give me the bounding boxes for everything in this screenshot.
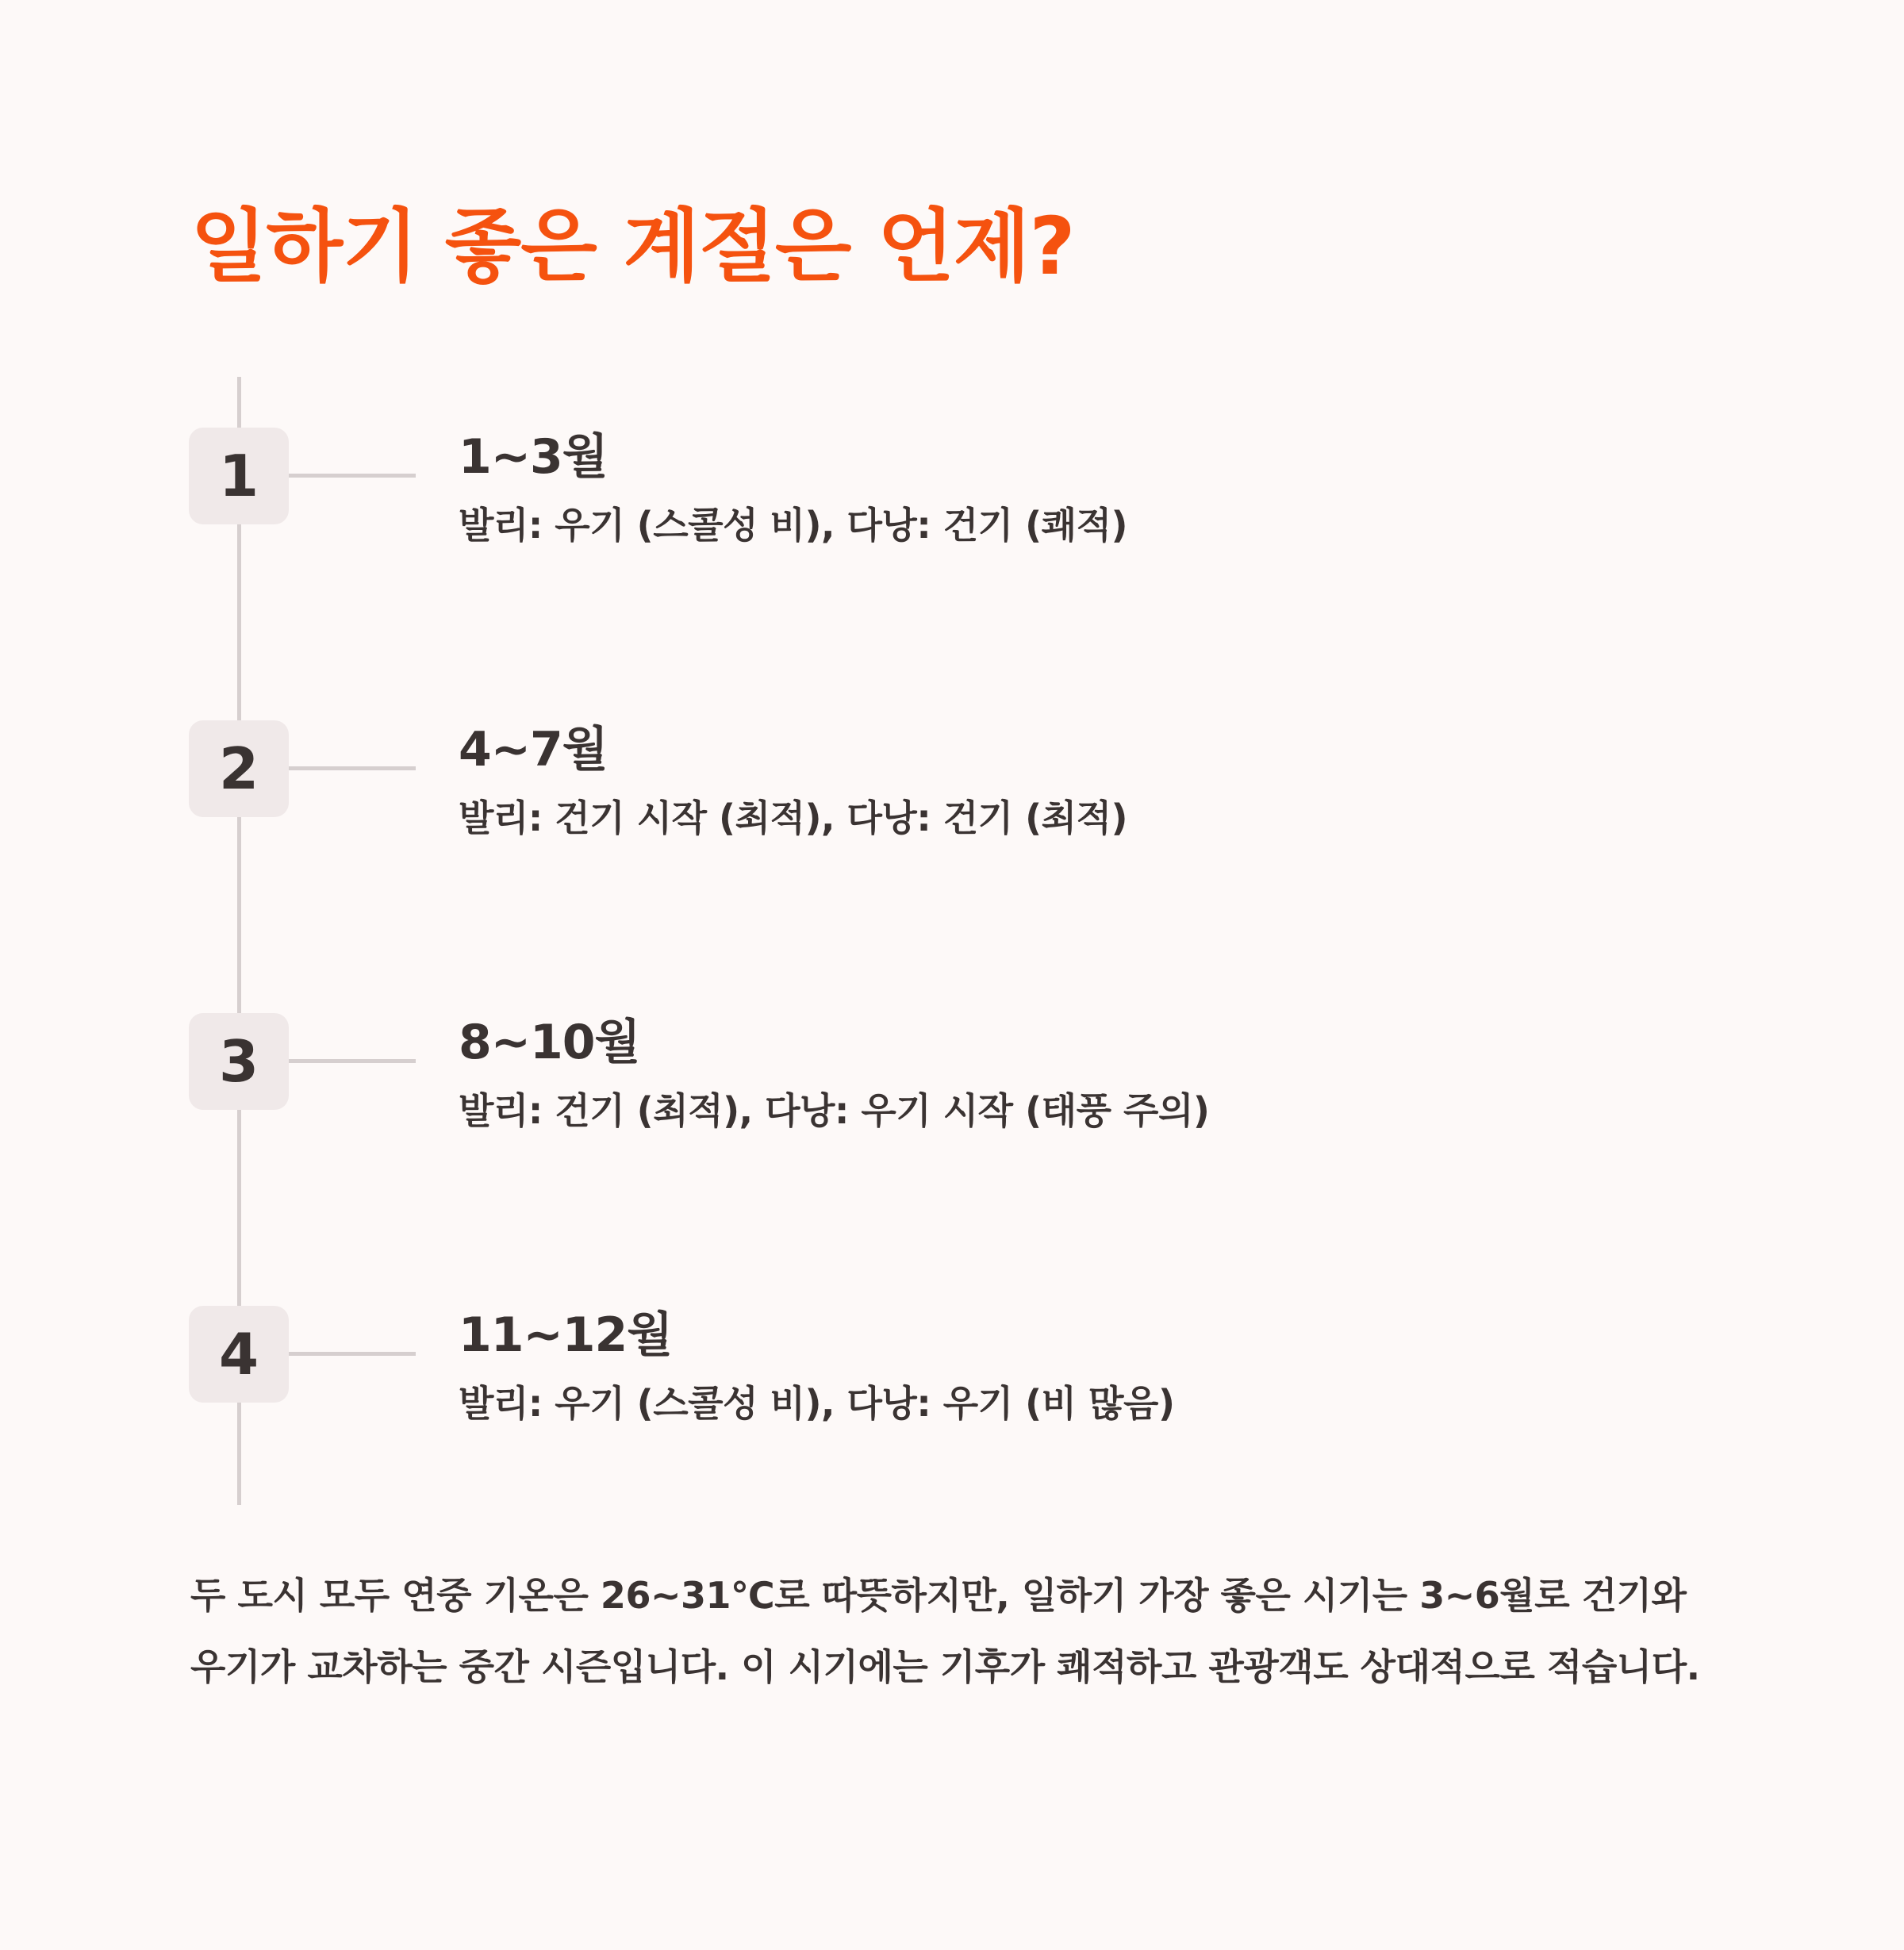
timeline-step-3	[0, 963, 1904, 1138]
page-title: 일하기 좋은 계절은 언제?	[190, 200, 1075, 293]
step-number-badge: 4	[189, 1306, 289, 1403]
step-period: 1~3월	[459, 429, 608, 485]
step-connector-line	[289, 766, 416, 770]
step-connector-line	[289, 1059, 416, 1063]
step-number-badge: 1	[189, 428, 289, 524]
summary-paragraph: 두 도시 모두 연중 기온은 26~31℃로 따뜻하지만, 일하기 가장 좋은 시기는 3~6월로 건기와 우기가 교차하는 중간 시즌입니다. 이 시기에는 기후가 쾌적하고 관광객도 상대적으로 적습니다.	[190, 1574, 1700, 1688]
step-description: 발리: 우기 (스콜성 비), 다낭: 건기 (쾌적)	[459, 504, 1128, 547]
step-description: 발리: 건기 시작 (최적), 다낭: 건기 (최적)	[459, 797, 1128, 839]
timeline-step-4	[0, 1256, 1904, 1430]
timeline-step-1	[0, 378, 1904, 552]
step-description: 발리: 우기 (스콜성 비), 다낭: 우기 (비 많음)	[459, 1382, 1175, 1425]
step-period: 11~12월	[459, 1307, 673, 1363]
step-number-badge: 3	[189, 1013, 289, 1110]
step-connector-line	[289, 1352, 416, 1356]
step-connector-line	[289, 474, 416, 478]
timeline-step-2	[0, 670, 1904, 845]
step-number-badge: 2	[189, 720, 289, 817]
step-period: 4~7월	[459, 722, 608, 777]
step-period: 8~10월	[459, 1015, 640, 1070]
step-description: 발리: 건기 (최적), 다낭: 우기 시작 (태풍 주의)	[459, 1089, 1210, 1132]
